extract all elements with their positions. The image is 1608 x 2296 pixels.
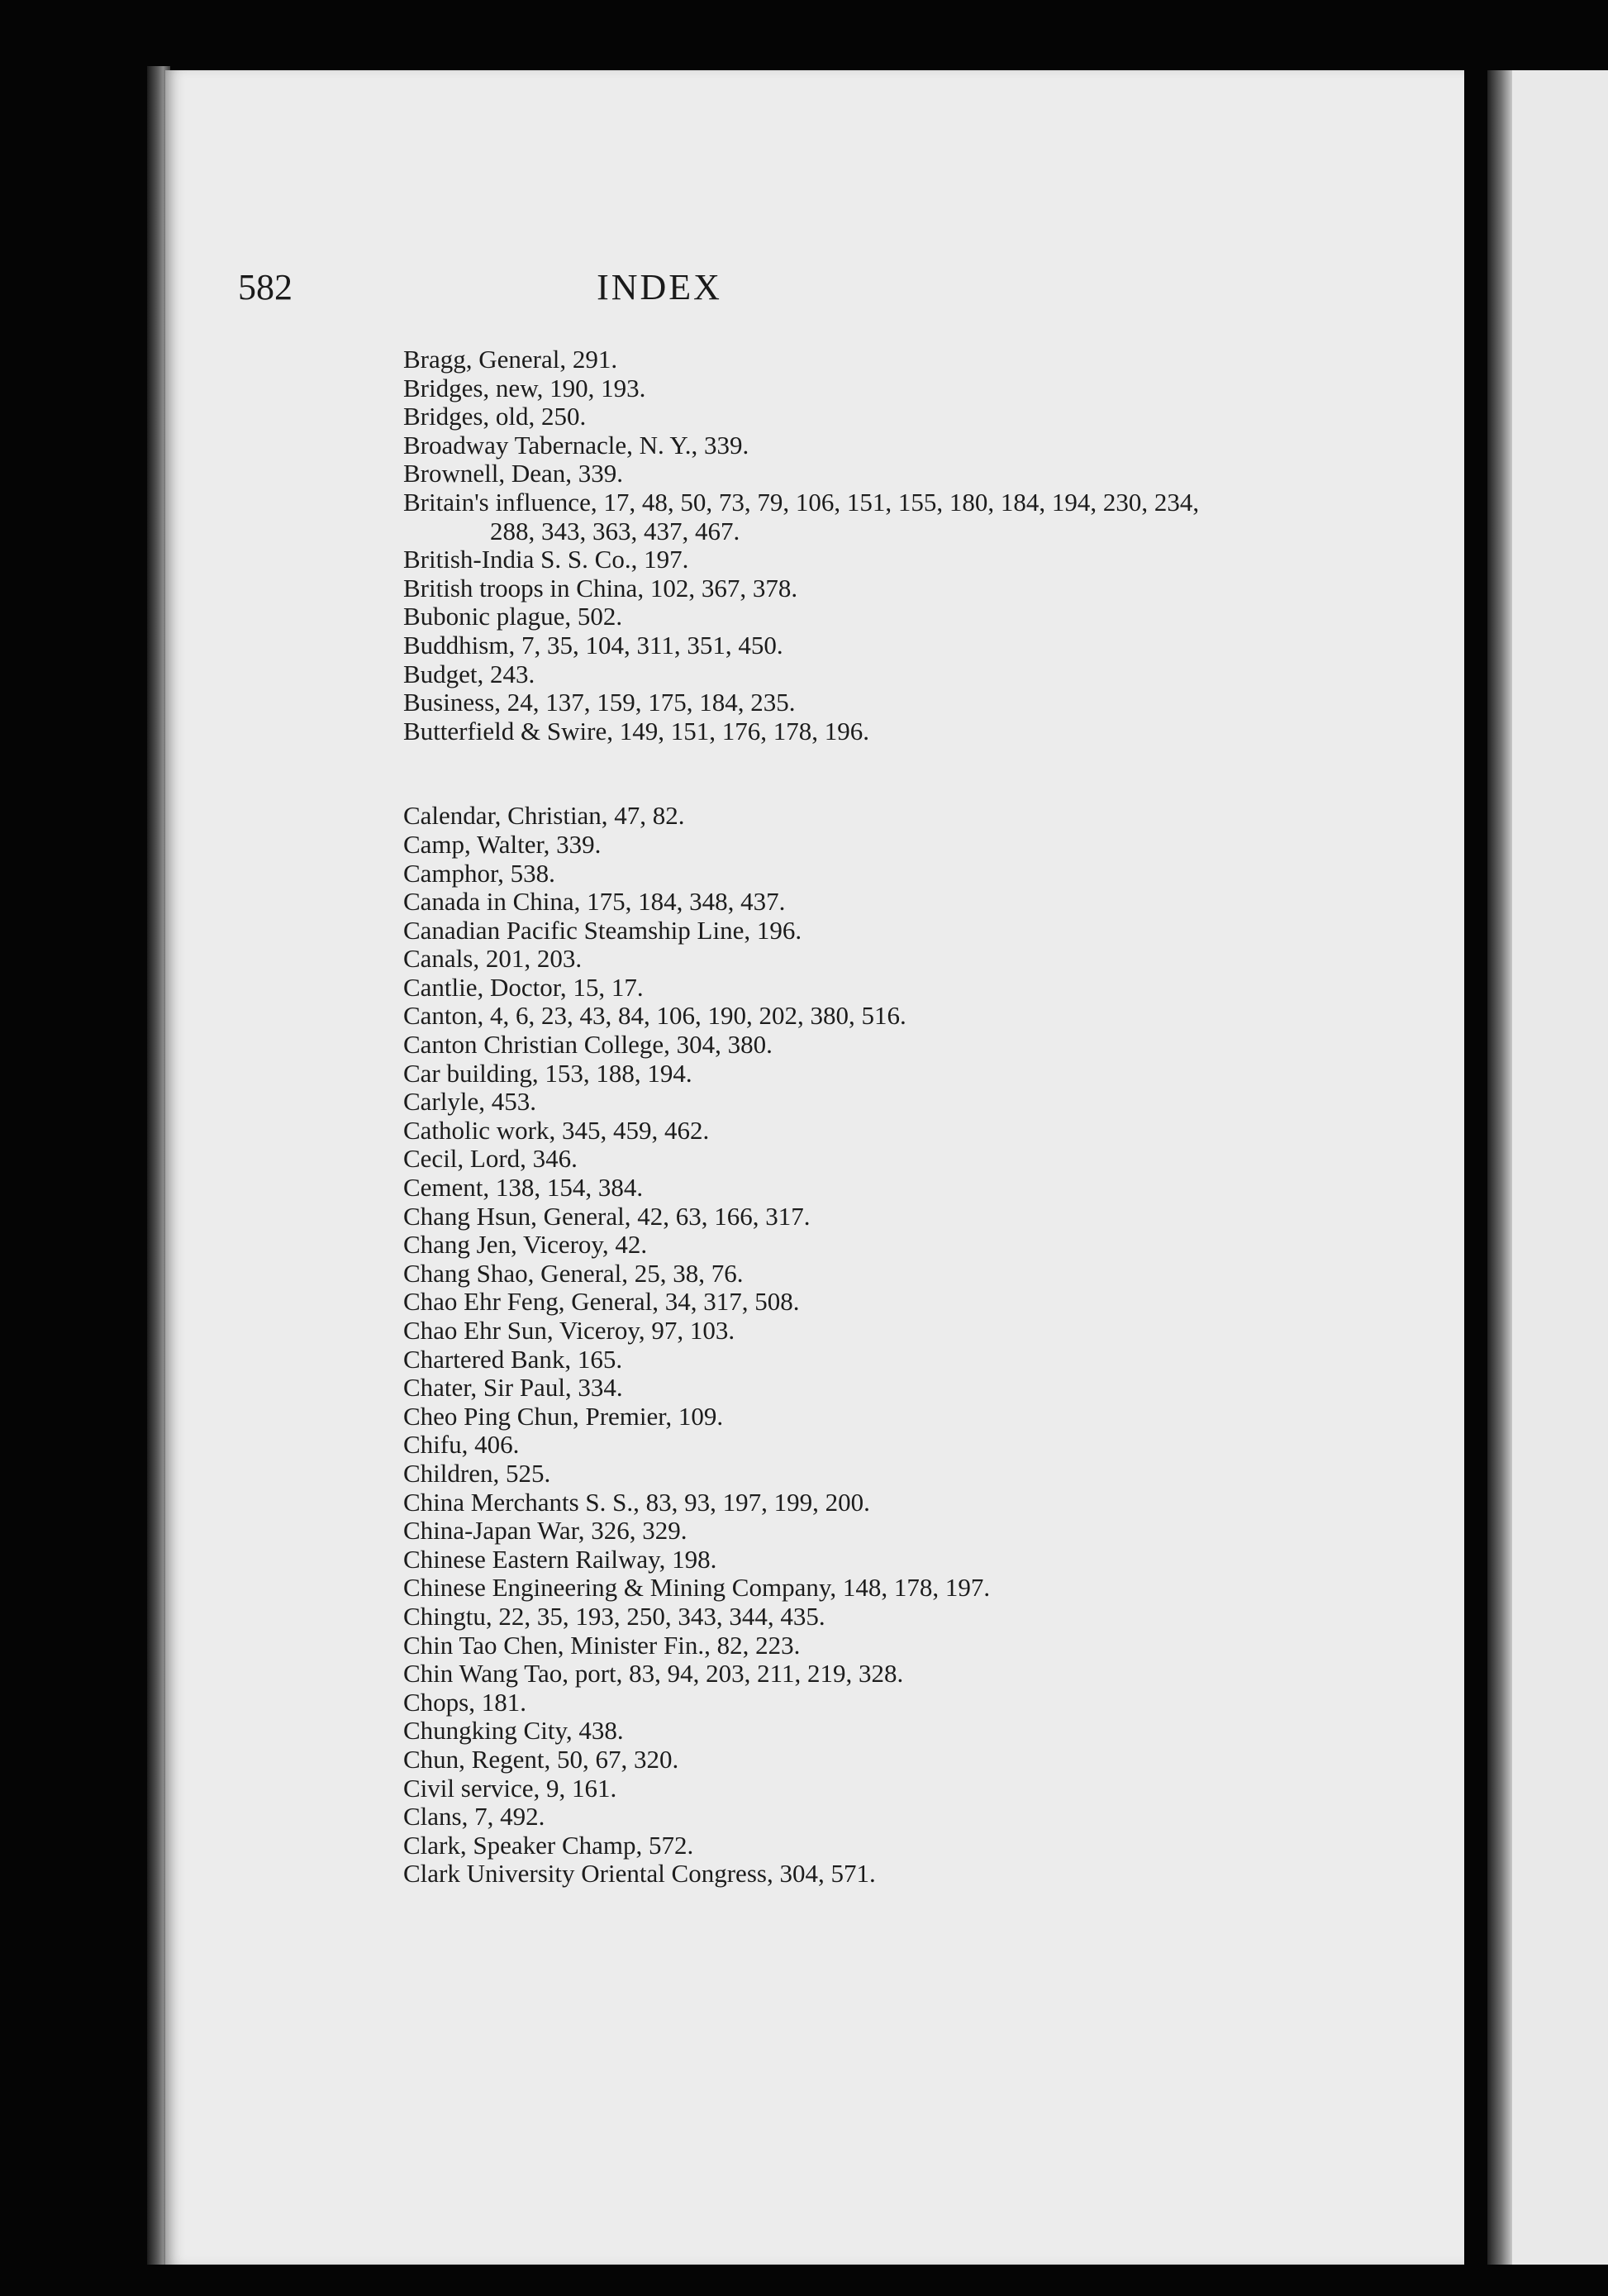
page-header bbox=[238, 266, 1081, 316]
index-entry: Canals, 201, 203. bbox=[403, 944, 583, 974]
index-entry: Canton Christian College, 304, 380. bbox=[403, 1030, 773, 1060]
index-entry: Chinese Engineering & Mining Company, 148, 178, 197. bbox=[403, 1573, 991, 1603]
index-entry: Chin Wang Tao, port, 83, 94, 203, 211, 219, 328. bbox=[403, 1659, 904, 1689]
index-entry: Bubonic plague, 502. bbox=[403, 602, 623, 631]
index-entry: Cement, 138, 154, 384. bbox=[403, 1173, 644, 1203]
index-entry: Chin Tao Chen, Minister Fin., 82, 223. bbox=[403, 1630, 801, 1660]
index-entry-continuation: 288, 343, 363, 437, 467. bbox=[490, 516, 740, 545]
section-gap bbox=[403, 745, 1428, 802]
index-entry bbox=[403, 488, 1428, 545]
index-entry: Civil service, 9, 161. bbox=[403, 1773, 617, 1803]
index-entry: Catholic work, 345, 459, 462. bbox=[403, 1115, 710, 1145]
index-entry: Clark University Oriental Congress, 304, 571. bbox=[403, 1859, 876, 1889]
index-entry: Clans, 7, 492. bbox=[403, 1802, 545, 1832]
running-title: INDEX bbox=[597, 267, 722, 307]
page-number: 582 bbox=[238, 267, 293, 307]
index-entry: British-India S. S. Co., 197. bbox=[403, 545, 689, 574]
index-entry: Chao Ehr Sun, Viceroy, 97, 103. bbox=[403, 1316, 735, 1345]
index-entry: Chang Shao, General, 25, 38, 76. bbox=[403, 1258, 744, 1288]
index-entry: Chinese Eastern Railway, 198. bbox=[403, 1544, 717, 1574]
index-entry: Chun, Regent, 50, 67, 320. bbox=[403, 1744, 679, 1774]
index-entry: Brownell, Dean, 339. bbox=[403, 459, 624, 488]
index-entry: Buddhism, 7, 35, 104, 311, 351, 450. bbox=[403, 630, 783, 660]
index-entry: Chops, 181. bbox=[403, 1687, 526, 1717]
index-entry: Chungking City, 438. bbox=[403, 1716, 624, 1746]
index-entry: Cantlie, Doctor, 15, 17. bbox=[403, 972, 644, 1002]
index-entry: Bridges, new, 190, 193. bbox=[403, 373, 646, 403]
index-entry: Canada in China, 175, 184, 348, 437. bbox=[403, 887, 786, 917]
index-entry: Clark, Speaker Champ, 572. bbox=[403, 1830, 694, 1860]
index-entry: Chang Hsun, General, 42, 63, 166, 317. bbox=[403, 1201, 811, 1231]
index-entry: Canton, 4, 6, 23, 43, 84, 106, 190, 202, 380, 516. bbox=[403, 1001, 906, 1031]
index-entry: Car building, 153, 188, 194. bbox=[403, 1058, 692, 1088]
index-entry: China-Japan War, 326, 329. bbox=[403, 1516, 687, 1546]
index-list bbox=[403, 345, 1428, 1889]
index-entry: Chifu, 406. bbox=[403, 1430, 520, 1460]
index-entry: Bridges, old, 250. bbox=[403, 402, 587, 431]
page-gutter bbox=[1487, 70, 1512, 2265]
index-entry: Chingtu, 22, 35, 193, 250, 343, 344, 435. bbox=[403, 1601, 825, 1631]
index-entry: China Merchants S. S., 83, 93, 197, 199, 200. bbox=[403, 1487, 870, 1517]
index-entry: Cheo Ping Chun, Premier, 109. bbox=[403, 1401, 724, 1431]
index-entry: Cecil, Lord, 346. bbox=[403, 1144, 578, 1174]
index-entry: Children, 525. bbox=[403, 1458, 551, 1488]
index-entry: Budget, 243. bbox=[403, 659, 535, 688]
index-entry: Chater, Sir Paul, 334. bbox=[403, 1373, 623, 1403]
index-entry: Business, 24, 137, 159, 175, 184, 235. bbox=[403, 688, 796, 717]
index-entry: Camphor, 538. bbox=[403, 858, 555, 888]
index-entry: Carlyle, 453. bbox=[403, 1087, 536, 1117]
facing-page-edge bbox=[1487, 70, 1608, 2265]
index-entry-text: Britain's influence, 17, 48, 50, 73, 79, 106, 151, 155, 180, 184, 194, 230, 234, bbox=[403, 487, 1200, 517]
index-entry: Broadway Tabernacle, N. Y., 339. bbox=[403, 430, 749, 460]
index-entry: Chao Ehr Feng, General, 34, 317, 508. bbox=[403, 1287, 800, 1317]
index-entry: Canadian Pacific Steamship Line, 196. bbox=[403, 915, 802, 945]
index-entry: Camp, Walter, 339. bbox=[403, 829, 602, 859]
index-entry: Butterfield & Swire, 149, 151, 176, 178, 196. bbox=[403, 716, 869, 745]
index-entry: Chang Jen, Viceroy, 42. bbox=[403, 1230, 648, 1260]
index-entry: Bragg, General, 291. bbox=[403, 345, 618, 374]
index-entry: Chartered Bank, 165. bbox=[403, 1344, 623, 1374]
index-entry: Calendar, Christian, 47, 82. bbox=[403, 801, 685, 831]
index-entry: British troops in China, 102, 367, 378. bbox=[403, 573, 798, 603]
